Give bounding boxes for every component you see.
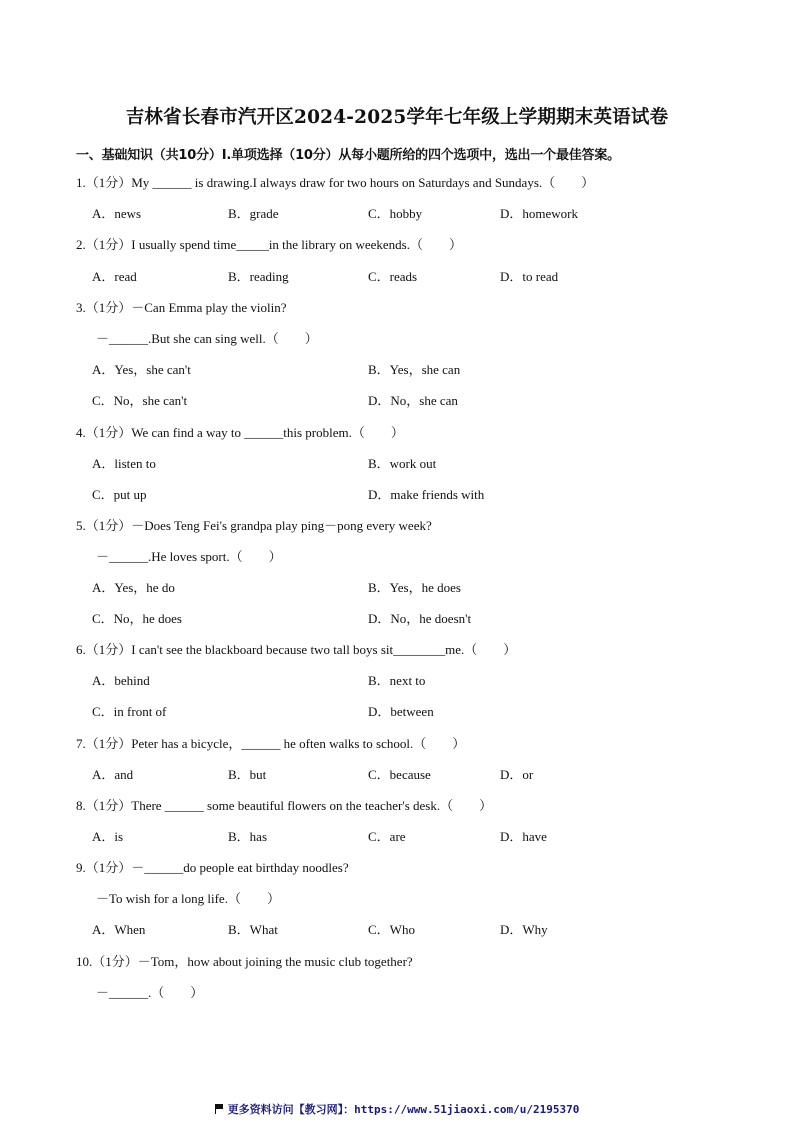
question-1-option-b[interactable]: B．grade — [228, 206, 279, 221]
question-7-option-c[interactable]: C．because — [368, 767, 431, 782]
question-5-option-c[interactable]: C．No，he does — [92, 611, 182, 626]
question-2-option-a[interactable]: A．read — [92, 269, 137, 284]
question-4-stem: 4.（1分）We can find a way to ______this problem.（ ） — [76, 425, 404, 440]
question-3-option-b[interactable]: B．Yes，she can — [368, 362, 461, 377]
question-4-option-b[interactable]: B．work out — [368, 456, 437, 471]
question-4-option-c[interactable]: C．put up — [92, 487, 147, 502]
question-1-stem: 1.（1分）My ______ is drawing.I always draw for two hours on Saturdays and Sundays.（ ） — [76, 175, 595, 190]
question-2-option-c[interactable]: C．reads — [368, 269, 418, 284]
question-3-option-d[interactable]: D．No，she can — [368, 393, 458, 408]
question-6-option-c[interactable]: C．in front of — [92, 704, 167, 719]
question-9-option-b[interactable]: B．What — [228, 922, 278, 937]
question-9-option-d[interactable]: D．Why — [500, 922, 548, 937]
question-2-stem: 2.（1分）I usually spend time_____in the library on weekends.（ ） — [76, 237, 462, 252]
footer-link[interactable] — [0, 1101, 794, 1117]
question-7-option-b[interactable]: B．but — [228, 767, 267, 782]
question-8-option-c[interactable]: C．are — [368, 829, 406, 844]
question-9-reply: －To wish for a long life.（ ） — [96, 891, 280, 906]
question-7-option-d[interactable]: D．or — [500, 767, 534, 782]
flag-icon — [215, 1104, 224, 1114]
question-3-option-a[interactable]: A．Yes，she can't — [92, 362, 191, 377]
question-6-option-d[interactable]: D．between — [368, 704, 434, 719]
question-8-option-d[interactable]: D．have — [500, 829, 547, 844]
question-10-reply: －______.（ ） — [96, 985, 204, 1000]
question-6-option-a[interactable]: A．behind — [92, 673, 150, 688]
question-4-option-a[interactable]: A．listen to — [92, 456, 156, 471]
question-1-option-d[interactable]: D．homework — [500, 206, 578, 221]
question-2-option-d[interactable]: D．to read — [500, 269, 559, 284]
question-5-reply: －______.He loves sport.（ ） — [96, 549, 282, 564]
question-8-option-a[interactable]: A．is — [92, 829, 124, 844]
question-9-stem: 9.（1分）－______do people eat birthday noodles? — [76, 860, 349, 875]
question-4-option-d[interactable]: D．make friends with — [368, 487, 485, 502]
question-1-option-a[interactable]: A．news — [92, 206, 142, 221]
question-1-option-c[interactable]: C．hobby — [368, 206, 423, 221]
question-3-reply: －______.But she can sing well.（ ） — [96, 331, 318, 346]
question-6-option-b[interactable]: B．next to — [368, 673, 426, 688]
question-7-stem: 7.（1分）Peter has a bicycle，______ he often walks to school.（ ） — [76, 736, 466, 751]
question-3-stem: 3.（1分）－Can Emma play the violin? — [76, 300, 287, 315]
section-heading: 一、基础知识（共10分）Ⅰ.单项选择（10分）从每小题所给的四个选项中，选出一个最佳答案。 — [76, 148, 620, 163]
question-5-option-a[interactable]: A．Yes，he do — [92, 580, 175, 595]
question-8-option-b[interactable]: B．has — [228, 829, 268, 844]
question-5-option-d[interactable]: D．No，he doesn't — [368, 611, 472, 626]
question-10-stem: 10.（1分）－Tom，how about joining the music club together? — [76, 954, 413, 969]
page-title: 吉林省长春市汽开区2024-2025学年七年级上学期期末英语试卷 — [125, 107, 669, 128]
question-7-option-a[interactable]: A．and — [92, 767, 134, 782]
question-8-stem: 8.（1分）There ______ some beautiful flowers on the teacher's desk.（ ） — [76, 798, 493, 813]
question-5-option-b[interactable]: B．Yes，he does — [368, 580, 461, 595]
question-5-stem: 5.（1分）－Does Teng Fei's grandpa play ping－pong every week? — [76, 518, 432, 533]
question-3-option-c[interactable]: C．No，she can't — [92, 393, 188, 408]
question-9-option-a[interactable]: A．When — [92, 922, 146, 937]
question-9-option-c[interactable]: C．Who — [368, 922, 415, 937]
footer-text[interactable]: 更多资料访问【教习网】：https://www.51jiaoxi.com/u/2195370 — [227, 1103, 580, 1116]
question-2-option-b[interactable]: B．reading — [228, 269, 289, 284]
question-6-stem: 6.（1分）I can't see the blackboard because two tall boys sit________me.（ ） — [76, 642, 517, 657]
